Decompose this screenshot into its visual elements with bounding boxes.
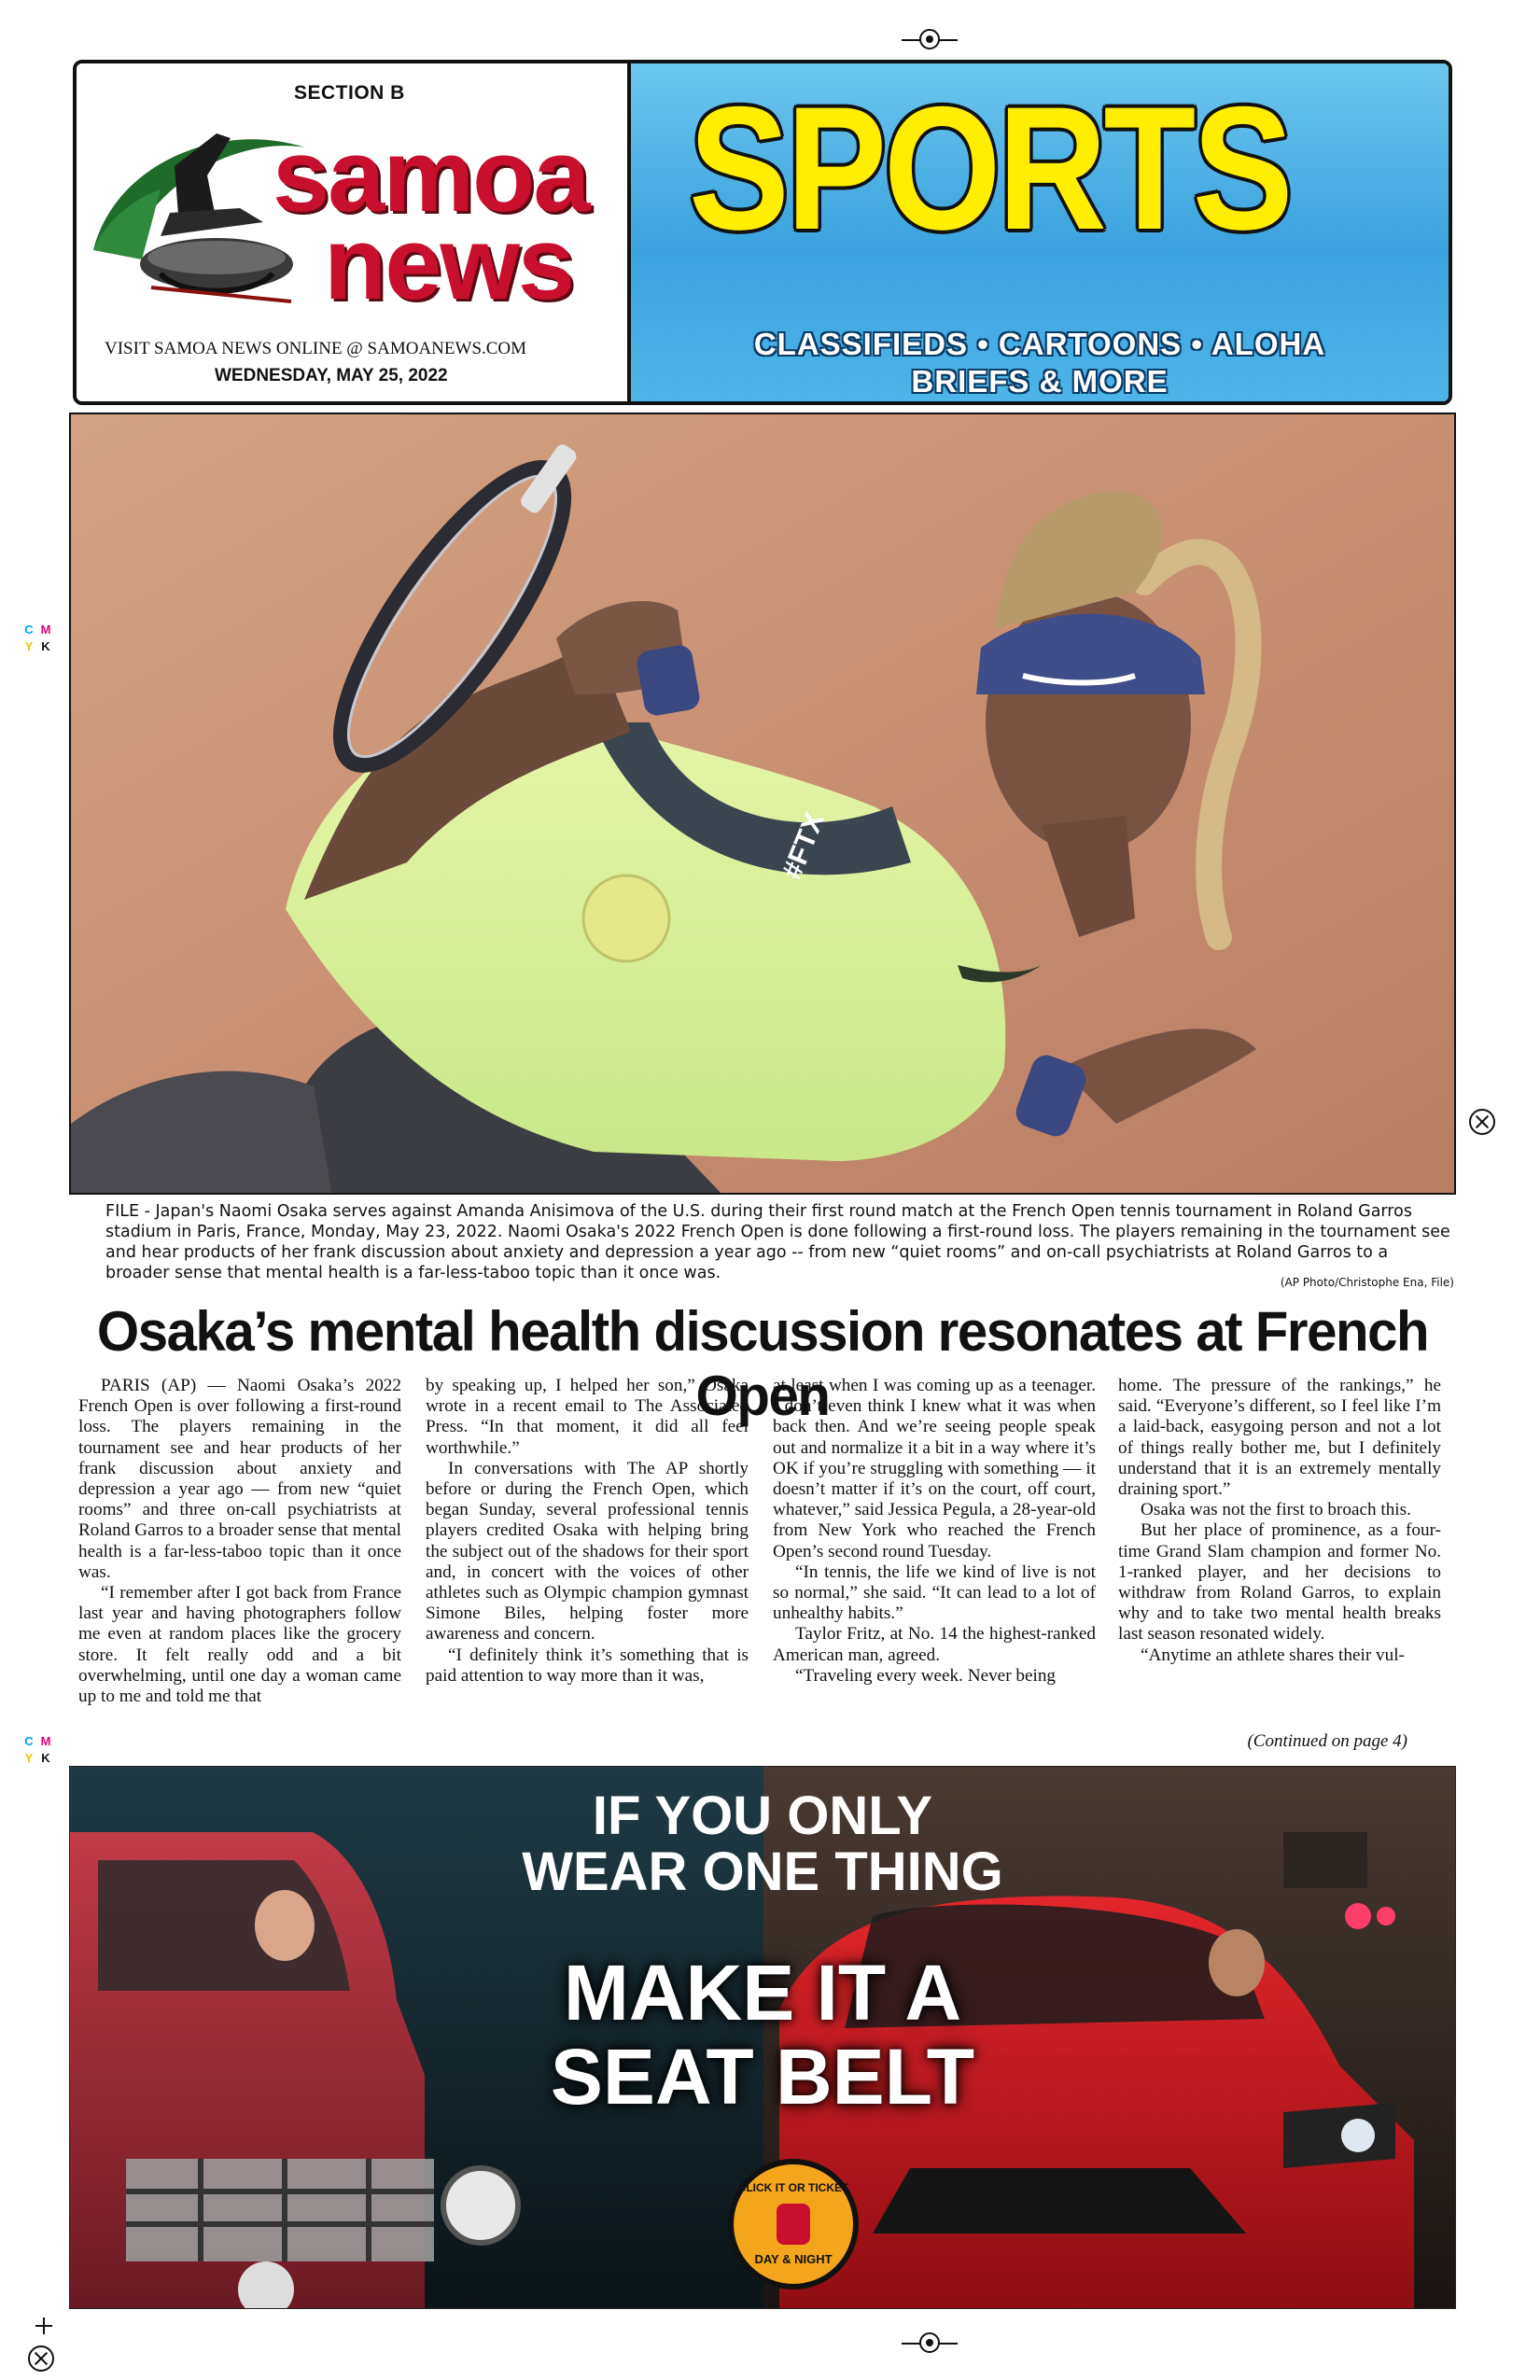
black-mark: K	[41, 639, 50, 653]
tennis-player-image	[71, 414, 1456, 1195]
paragraph: by speaking up, I helped her son,” Osaka wrote in a recent email to The Associated Press. “In that moment, it did all feel worthwhile.”	[426, 1376, 749, 1458]
color-bar-top	[21, 622, 54, 655]
article-column-4	[1118, 1376, 1441, 1666]
website-line: VISIT SAMOA NEWS ONLINE @ SAMOANEWS.COM	[105, 339, 527, 358]
continued-note: (Continued on page 4)	[1247, 1731, 1407, 1751]
paragraph: “Traveling every week. Never being	[795, 1665, 1057, 1686]
registration-mark-right	[1469, 1109, 1495, 1135]
yellow-mark: Y	[24, 1751, 34, 1765]
paragraph: PARIS (AP) — Naomi Osaka’s 2022 French Open is over following a first-round loss. The players remaining in the tournament see and hear products of her frank discussion about anxiety and depression a year ago — from new “quiet rooms” and three on-call psychiatrists at Roland Garros to a broader sense that mental health is a far-less-taboo topic than it once was.	[78, 1376, 401, 1582]
paragraph: “I definitely think it’s something that is paid attention to way more than it was,	[426, 1645, 749, 1686]
photo-credit: (AP Photo/Christophe Ena, File)	[1280, 1276, 1454, 1289]
paragraph: In conversations with The AP shortly before or during the French Open, which began Sunday, several professional tennis players credited Osaka with helping bring the subject out of the shadows for their sport and, in concert with the voices of other athletes such as Olympic champion gymnast Simone Biles, helping foster more awareness and concern.	[426, 1458, 749, 1645]
shirt-text: #FTX	[776, 808, 831, 884]
sports-title: SPORTS	[689, 70, 1291, 266]
magenta-mark: M	[40, 623, 51, 637]
crop-mark	[35, 2317, 52, 2334]
paragraph: “In tennis, the life we kind of live is not so normal,” she said. “It can lead to a lot of unhealthy habits.”	[773, 1561, 1096, 1624]
badge-bottom-text: DAY & NIGHT	[754, 2252, 833, 2266]
photo-caption: FILE - Japan's Naomi Osaka serves against Amanda Anisimova of the U.S. during their first round match at the French Open tennis tournament in Roland Garros stadium in Paris, France, Monday, May 23, 2022. Naomi Osaka's 2022 French Open is done following a first-round loss. The players remaining in the tournament see and hear products of her frank discussion about anxiety and depression a year ago -- from new “quiet rooms” and on-call psychiatrists at Roland Garros to a broader sense that mental health is a far-less-taboo topic than it once was.	[105, 1202, 1450, 1282]
ad-headline-line1: IF YOU ONLY	[592, 1785, 933, 1846]
section-label: SECTION B	[294, 82, 405, 104]
color-bar-bottom	[21, 1733, 54, 1767]
lead-photo	[69, 413, 1456, 1195]
paragraph: at least when I was coming up as a teenager. I don’t even think I knew what it was when back then. And we’re seeing people speak out and normalize it a bit in a way where it’s OK if you’re struggling with something — it doesn’t matter if it’s on the court, off court, whatever,” said Jessica Pegula, a 28-year-old from New York who reached the French Open’s second round Tuesday.	[773, 1376, 1096, 1561]
cyan-mark: C	[24, 623, 34, 637]
paragraph: But her place of prominence, as a four-time Grand Slam champion and former No. 1-ranked player, and her decisions to withdraw from Roland Garros, to explain why and to take two mental health breaks last season resonated widely.	[1118, 1520, 1441, 1645]
article-headline: Osaka’s mental health discussion resonates at French Open	[96, 1300, 1429, 1427]
registration-mark-bottom-left	[28, 2345, 54, 2372]
click-it-or-ticket-badge	[728, 2159, 859, 2289]
seat-belt-ad	[69, 1766, 1456, 2309]
sports-banner	[627, 63, 1449, 401]
cyan-mark: C	[24, 1734, 34, 1748]
issue-date: WEDNESDAY, MAY 25, 2022	[215, 366, 448, 385]
masthead	[73, 60, 1452, 405]
sports-subtitle-line2: BRIEFS & MORE	[911, 364, 1169, 399]
ad-headline-line4: SEAT BELT	[550, 2033, 975, 2121]
paragraph: home. The pressure of the rankings,” he said. “Everyone’s different, so I feel like I’m a laid-back, easygoing person and not a lot of things really bother me, but I definitely understand that it is an extremely mentally draining sport.”	[1118, 1376, 1441, 1500]
paragraph: “I remember after I got back from France last year and having photographers follow me even at random places like the grocery store. It felt really odd and a bit overwhelming, until one day a woman came up to me and told me that	[78, 1583, 401, 1707]
registration-target-bottom	[902, 2331, 958, 2356]
black-mark: K	[41, 1751, 50, 1765]
ad-headline-line2: WEAR ONE THING	[522, 1841, 1003, 1902]
paragraph: “Anytime an athlete shares their vul-	[1141, 1645, 1405, 1665]
article-column-1	[78, 1376, 401, 1707]
yellow-mark: Y	[24, 639, 34, 653]
seat-belt-icon	[777, 2204, 810, 2245]
badge-top-text: CLICK IT OR TICKET	[737, 2181, 849, 2194]
sports-subtitle-line1: CLASSIFIEDS • CARTOONS • ALOHA	[753, 327, 1326, 361]
article-column-3	[773, 1376, 1096, 1687]
logo-word-samoa: samoa	[273, 119, 589, 233]
paragraph: Osaka was not the first to broach this.	[1141, 1500, 1411, 1520]
logo-word-news: news	[324, 206, 574, 321]
registration-target-top	[902, 28, 958, 52]
logo-panel	[77, 63, 620, 401]
article-column-2	[426, 1376, 749, 1687]
ad-headline-line3: MAKE IT A	[563, 1949, 962, 2037]
magenta-mark: M	[40, 1734, 51, 1748]
paragraph: Taylor Fritz, at No. 14 the highest-ranked American man, agreed.	[773, 1624, 1096, 1665]
